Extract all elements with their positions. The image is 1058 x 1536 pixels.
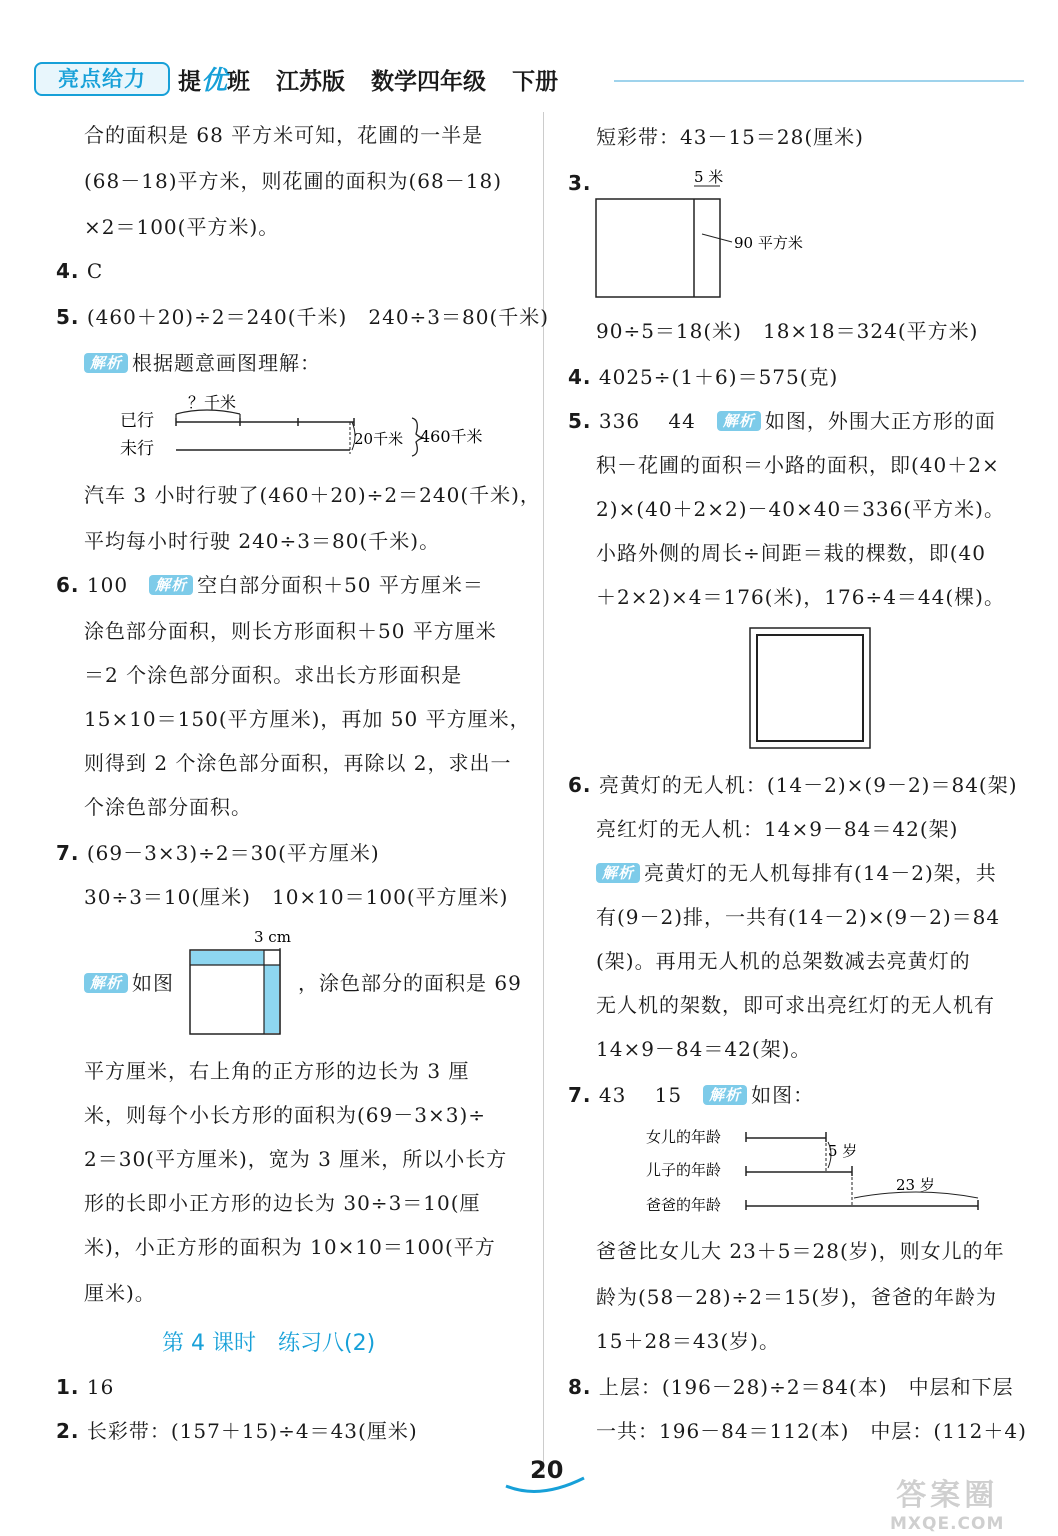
- text-line: 30÷3＝10(厘米) 10×10＝100(平方厘米): [84, 885, 509, 909]
- analysis-7: 解析 如图: [84, 970, 174, 996]
- answer-r8: 8. 上层：(196－28)÷2＝84(本) 中层和下层: [568, 1375, 1014, 1399]
- text-line: 15×10＝150(平方厘米)，再加 50 平方厘米，: [84, 707, 531, 731]
- brand-badge: 亮点给力: [34, 62, 170, 96]
- answer-6: 6. 100 解析 空白部分面积＋50 平方厘米＝: [56, 573, 484, 597]
- label-90sqm: 90 平方米: [734, 234, 803, 252]
- label-went: 已行: [120, 411, 154, 431]
- text-line: 小路外侧的周长÷间距＝栽的棵数，即(40: [596, 541, 987, 565]
- label-3cm: 3 cm: [254, 928, 291, 946]
- text-line: 厘米)。: [84, 1281, 156, 1305]
- label-daughter: 女儿的年龄: [646, 1128, 722, 1146]
- text-line: 2＝30(平方厘米)，宽为 3 厘米，所以小长方: [84, 1147, 508, 1171]
- text-line: ×2＝100(平方米)。: [84, 215, 280, 239]
- answer-r4: 4. 4025÷(1＋6)＝575(克): [568, 365, 839, 389]
- subject: 数学四年级: [371, 69, 487, 95]
- text-line: 短彩带：43－15＝28(厘米): [596, 125, 864, 149]
- edition: 江苏版: [276, 69, 346, 95]
- label-father: 爸爸的年龄: [646, 1196, 722, 1214]
- text-line: 米)，小正方形的面积为 10×10＝100(平方: [84, 1235, 496, 1259]
- age-diagram: [646, 1120, 986, 1224]
- analysis-5: 解析 根据题意画图理解：: [84, 350, 321, 376]
- answer-5: 5. (460＋20)÷2＝240(千米) 240÷3＝80(千米): [56, 305, 550, 329]
- answer-r5: 5. 336 44 解析 如图，外围大正方形的面: [568, 409, 996, 433]
- text-line: 汽车 3 小时行驶了(460＋20)÷2＝240(千米)，: [84, 483, 541, 507]
- label-5m: 5 米: [694, 168, 724, 186]
- answer-4: 4. C: [56, 259, 104, 283]
- square-diagram: [188, 926, 298, 1038]
- label-5-years: 5 岁: [828, 1142, 858, 1160]
- distance-diagram: [118, 388, 518, 468]
- header-rule: [614, 80, 1024, 82]
- text-line: 90÷5＝18(米) 18×18＝324(平方米): [596, 319, 979, 343]
- text-line: ，涂色部分的面积是 69: [298, 971, 522, 995]
- answer-s2: 2. 长彩带：(157＋15)÷4＝43(厘米): [56, 1419, 418, 1443]
- text-line: 平方厘米，右上角的正方形的边长为 3 厘: [84, 1059, 470, 1083]
- page-number-swoosh: [500, 1470, 590, 1500]
- text-line: 一共：196－84＝112(本) 中层：(112＋4): [596, 1419, 1027, 1443]
- label-23-years: 23 岁: [896, 1176, 935, 1194]
- analysis-r6: 解析 亮黄灯的无人机每排有(14－2)架，共: [596, 860, 997, 886]
- text-line: 2)×(40＋2×2)－40×40＝336(平方米)。: [596, 497, 1005, 521]
- text-line: 积－花圃的面积＝小路的面积，即(40＋2×: [596, 453, 1000, 477]
- book-title: 提优班 江苏版 数学四年级 下册: [178, 66, 559, 96]
- text-line: 米，则每个小长方形的面积为(69－3×3)÷: [84, 1103, 487, 1127]
- text-line: 无人机的架数，即可求出亮红灯的无人机有: [596, 993, 995, 1017]
- text-line: ＝2 个涂色部分面积。求出长方形面积是: [84, 663, 463, 687]
- page-number: 20: [530, 1456, 564, 1484]
- section-title: 第 4 课时 练习八(2): [162, 1331, 376, 1356]
- label-unknown-km: ？千米: [188, 393, 237, 412]
- label-left: 未行: [120, 439, 154, 459]
- garden-diagram: [748, 626, 874, 752]
- text-line: 个涂色部分面积。: [84, 795, 252, 819]
- text-line: 形的长即小正方形的边长为 30÷3＝10(厘: [84, 1191, 481, 1215]
- text-line: 15＋28＝43(岁)。: [596, 1329, 780, 1353]
- text-line: (68－18)平方米，则花圃的面积为(68－18): [84, 169, 503, 193]
- text-line: 有(9－2)排，一共有(14－2)×(9－2)＝84: [596, 905, 1001, 929]
- answer-s1: 1. 16: [56, 1375, 115, 1399]
- text-line: 爸爸比女儿大 23＋5＝28(岁)，则女儿的年: [596, 1239, 1005, 1263]
- text-line: 涂色部分面积，则长方形面积＋50 平方厘米: [84, 619, 497, 643]
- text-line: 合的面积是 68 平方米可知，花圃的一半是: [84, 123, 484, 147]
- answer-r7: 7. 43 15 解析 如图：: [568, 1083, 815, 1107]
- answer-7: 7. (69－3×3)÷2＝30(平方厘米): [56, 841, 380, 865]
- volume: 下册: [512, 69, 559, 95]
- text-line: 亮红灯的无人机：14×9－84＝42(架): [596, 817, 959, 841]
- label-460km: 460千米: [420, 427, 483, 446]
- text-line: 龄为(58－28)÷2＝15(岁)，爸爸的年龄为: [596, 1285, 998, 1309]
- text-line: ＋2×2)×4＝176(米)，176÷4＝44(棵)。: [596, 585, 1005, 609]
- answer-r6: 6. 亮黄灯的无人机：(14－2)×(9－2)＝84(架): [568, 773, 1018, 797]
- page-header: [34, 58, 1024, 98]
- rectangle-diagram: [594, 164, 834, 300]
- watermark: 答案圈 MXQE.COM: [890, 1478, 1005, 1534]
- text-line: (架)。再用无人机的总架数减去亮黄灯的: [596, 949, 971, 973]
- text-line: 14×9－84＝42(架)。: [596, 1037, 812, 1061]
- label-son: 儿子的年龄: [646, 1161, 722, 1179]
- text-line: 平均每小时行驶 240÷3＝80(千米)。: [84, 529, 441, 553]
- text-line: 则得到 2 个涂色部分面积，再除以 2，求出一: [84, 751, 512, 775]
- answer-r3: 3.: [568, 171, 592, 195]
- analysis-tag: 解析: [84, 353, 128, 373]
- label-20km: 20千米: [354, 430, 404, 448]
